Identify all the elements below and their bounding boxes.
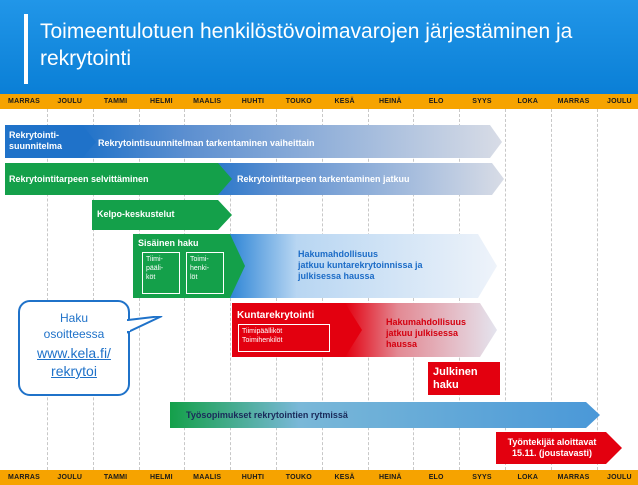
month-bottom-11: LOKA [517,474,539,481]
month-bottom-3: HELMI [150,474,173,481]
month-bottom-13: JOULU [607,474,632,481]
label-tyontekijat-aloittavat: Työntekijät aloittavat 15.11. (joustavasti) [507,437,597,458]
month-top-8: HEINÄ [379,98,402,105]
month-top-1: JOULU [57,98,83,105]
month-top-5: HUHTI [241,98,265,105]
month-bottom-6: TOUKO [285,474,312,481]
month-top-9: ELO [428,98,444,105]
page-title: Toimeentulotuen henkilöstövoimavarojen järjestäminen ja rekrytointi [40,20,573,70]
month-top-2: TAMMI [103,98,128,105]
label-tyosopimukset: Työsopimukset rekrytointien rytmissä [186,410,348,420]
month-top-4: MAALIS [193,98,222,105]
label-sisainen-haku: Sisäinen haku [138,238,199,248]
month-top-3: HELMI [150,98,173,105]
box-tiimipaallikot-toimihenkilot: Tiimipäälliköt Toimihenkilöt [238,324,330,352]
month-bottom-10: SYYS [472,474,492,481]
callout-line-1: Haku [59,311,88,325]
label-hakumahdollisuus-jatkuu-kunta: Hakumahdollisuus jatkuu kuntarekrytoinnissa ja julkisessa haussa [298,249,423,281]
label-kelpo-keskustelut: Kelpo-keskustelut [97,209,175,219]
month-top-13: JOULU [607,98,632,105]
month-top-6: TOUKO [285,98,312,105]
callout-pointer [126,316,166,346]
label-kuntarekrytointi: Kuntarekrytointi [237,310,315,321]
month-top-12: MARRAS [557,98,590,105]
month-bottom-2: TAMMI [103,474,128,481]
label-rekrytointitarve-selvittaminen: Rekrytointitarpeen selvittäminen [9,174,149,184]
month-top-7: KESÄ [334,98,355,105]
label-rekrytointisuunnitelma: Rekrytointi- suunnitelma [9,130,63,151]
month-bottom-4: MAALIS [193,474,222,481]
label-rekrytointitarve-tarkentaminen: Rekrytointitarpeen tarkentaminen jatkuu [237,174,410,184]
month-bottom-1: JOULU [57,474,83,481]
label-julkinen-haku: Julkinen haku [433,366,478,391]
label-hakumahdollisuus-jatkuu-julkinen: Hakumahdollisuus jatkuu julkisessa haussa [386,317,467,349]
month-bottom-0: MARRAS [8,474,40,481]
callout-line-2: osoitteessa [43,327,105,341]
month-bottom-8: HEINÄ [379,474,402,481]
month-top-11: LOKA [517,98,539,105]
box-tiimipaallikot: Tiimi- pääli- köt [142,252,180,294]
month-bottom-7: KESÄ [334,474,355,481]
month-bottom-9: ELO [428,474,444,481]
month-top-0: MARRAS [8,98,40,105]
month-top-10: SYYS [472,98,492,105]
month-bottom-5: HUHTI [241,474,265,481]
callout-link[interactable]: www.kela.fi/ rekrytoi [37,345,111,379]
callout-box [18,300,130,396]
box-toimihenkilot: Toimi- henki- löt [186,252,224,294]
label-rekrytointisuunnitelma-tarkentaminen: Rekrytointisuunnitelman tarkentaminen vaiheittain [98,138,315,148]
month-bottom-12: MARRAS [557,474,590,481]
